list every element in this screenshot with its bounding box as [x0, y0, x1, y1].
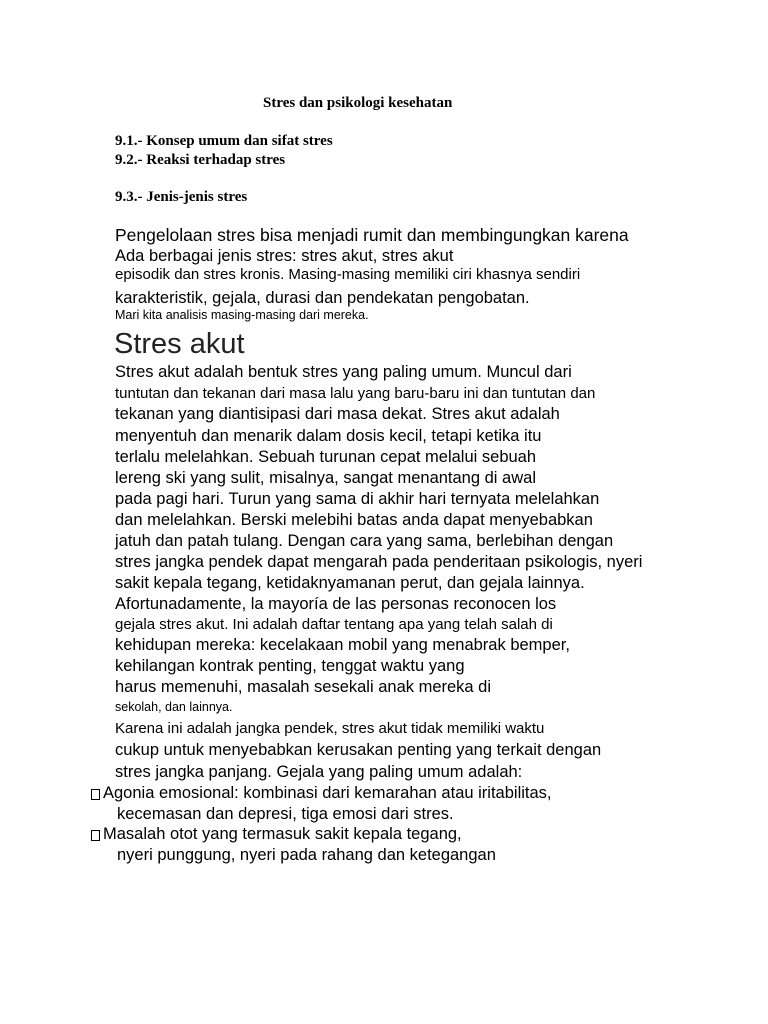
intro-line: episodik dan stres kronis. Masing-masing memiliki ciri khasnya sendiri [115, 266, 581, 283]
body-line: Afortunadamente, la mayoría de las personas reconocen los [115, 595, 557, 613]
intro-line: Ada berbagai jenis stres: stres akut, stres akut [115, 247, 454, 265]
body-line: pada pagi hari. Turun yang sama di akhir hari ternyata melelahkan [115, 490, 600, 508]
body-line: kehidupan mereka: kecelakaan mobil yang menabrak bemper, [115, 636, 570, 654]
bullet-continuation: kecemasan dan depresi, tiga emosi dari stres. [117, 805, 454, 823]
bullet-glyph-icon [91, 830, 100, 841]
document-title: Stres dan psikologi kesehatan [263, 95, 453, 111]
body-line: sekolah, dan lainnya. [115, 700, 233, 714]
body-line: Karena ini adalah jangka pendek, stres akut tidak memiliki waktu [115, 720, 545, 737]
bullet-line: Masalah otot yang termasuk sakit kepala tegang, [103, 825, 462, 843]
body-line: lereng ski yang sulit, misalnya, sangat menantang di awal [115, 469, 536, 487]
toc-item: 9.3.- Jenis-jenis stres [115, 189, 248, 205]
body-line: sakit kepala tegang, ketidaknyamanan perut, dan gejala lainnya. [115, 574, 585, 592]
body-line: stres jangka panjang. Gejala yang paling umum adalah: [115, 763, 523, 781]
body-line: jatuh dan patah tulang. Dengan cara yang sama, berlebihan dengan [115, 532, 614, 550]
body-line: kehilangan kontrak penting, tenggat waktu yang [115, 657, 465, 675]
toc-item: 9.1.- Konsep umum dan sifat stres [115, 133, 333, 149]
intro-line: Pengelolaan stres bisa menjadi rumit dan membingungkan karena [115, 225, 629, 245]
toc-item: 9.2.- Reaksi terhadap stres [115, 152, 286, 168]
body-line: tekanan yang diantisipasi dari masa dekat. Stres akut adalah [115, 405, 560, 423]
bullet-glyph-icon [91, 789, 100, 800]
intro-line: karakteristik, gejala, durasi dan pendekatan pengobatan. [115, 289, 530, 307]
body-line: cukup untuk menyebabkan kerusakan penting yang terkait dengan [115, 741, 602, 759]
intro-line: Mari kita analisis masing-masing dari mereka. [115, 308, 369, 322]
body-line: menyentuh dan menarik dalam dosis kecil, tetapi ketika itu [115, 427, 542, 445]
bullet-line: Agonia emosional: kombinasi dari kemarahan atau iritabilitas, [103, 784, 552, 802]
section-heading: Stres akut [114, 328, 245, 360]
bullet-continuation: nyeri punggung, nyeri pada rahang dan ketegangan [117, 846, 496, 864]
body-line: stres jangka pendek dapat mengarah pada penderitaan psikologis, nyeri [115, 553, 643, 571]
body-line: terlalu melelahkan. Sebuah turunan cepat melalui sebuah [115, 448, 537, 466]
body-line: harus memenuhi, masalah sesekali anak mereka di [115, 678, 492, 696]
body-line: gejala stres akut. Ini adalah daftar tentang apa yang telah salah di [115, 616, 553, 633]
body-line: dan melelahkan. Berski melebihi batas anda dapat menyebabkan [115, 511, 593, 529]
body-line: tuntutan dan tekanan dari masa lalu yang baru-baru ini dan tuntutan dan [115, 385, 596, 402]
body-line: Stres akut adalah bentuk stres yang paling umum. Muncul dari [115, 363, 572, 381]
